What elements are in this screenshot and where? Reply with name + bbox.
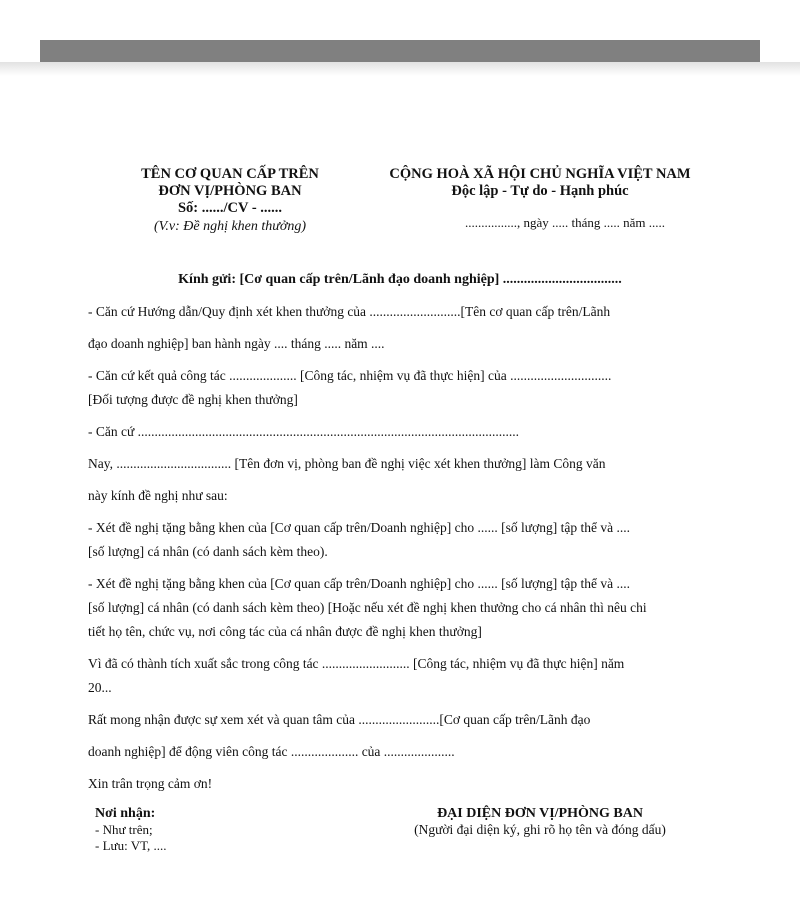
- body-line: 20...: [88, 680, 112, 695]
- document-subject: (V.v: Đề nghị khen thưởng): [153, 219, 307, 234]
- recipient-item: - Lưu: VT, ....: [95, 838, 167, 853]
- body-line: này kính đề nghị như sau:: [88, 488, 228, 503]
- closing-line: Xin trân trọng cảm ơn!: [88, 776, 213, 791]
- document-number: Số: ....../CV - ......: [177, 200, 283, 216]
- signatory-note: (Người đại diện ký, ghi rõ họ tên và đóng dấu): [414, 822, 666, 837]
- signatory-title: ĐẠI DIỆN ĐƠN VỊ/PHÒNG BAN: [437, 806, 643, 821]
- recipient-item: - Như trên;: [95, 822, 153, 837]
- body-line: - Căn cứ .................................................................................................................: [88, 424, 520, 439]
- body-line: doanh nghiệp] để động viên công tác .................... của .....................: [88, 744, 455, 759]
- recipients-block: [95, 806, 295, 854]
- body-line: Rất mong nhận được sự xem xét và quan tâm của ........................[Cơ quan cấp trên/Lãnh đạo: [88, 712, 591, 727]
- unit-name: ĐƠN VỊ/PHÒNG BAN: [158, 183, 302, 199]
- body-line: [Đối tượng được đề nghị khen thưởng]: [88, 392, 298, 407]
- body-line: tiết họ tên, chức vụ, nơi công tác của cá nhân được đề nghị khen thưởng]: [88, 624, 482, 639]
- body-line: Vì đã có thành tích xuất sắc trong công tác .......................... [Công tác, nhiệm vụ đã thực hiện] năm: [88, 656, 625, 671]
- body-line: Nay, .................................. [Tên đơn vị, phòng ban đề nghị việc xét khen thưởng] làm Công văn: [88, 456, 606, 471]
- body-line: đạo doanh nghiệp] ban hành ngày .... tháng ..... năm ....: [88, 336, 385, 351]
- body-line: [số lượng] cá nhân (có danh sách kèm theo) [Hoặc nếu xét đề nghị khen thưởng cho cá nhân thì nêu chi: [88, 600, 647, 615]
- body-line: [số lượng] cá nhân (có danh sách kèm theo).: [88, 544, 328, 559]
- signature-block: [380, 806, 700, 838]
- national-motto: Độc lập - Tự do - Hạnh phúc: [451, 183, 629, 199]
- body-line: - Căn cứ kết quả công tác .................... [Công tác, nhiệm vụ đã thực hiện] của ..............................: [88, 368, 612, 383]
- greeting-line: Kính gửi: [Cơ quan cấp trên/Lãnh đạo doanh nghiệp] ..................................: [178, 272, 622, 287]
- body-line: - Xét đề nghị tặng bằng khen của [Cơ quan cấp trên/Doanh nghiệp] cho ...... [số lượng] tập thể và ....: [88, 576, 630, 591]
- national-title: CỘNG HOÀ XÃ HỘI CHỦ NGHĨA VIỆT NAM: [389, 166, 691, 182]
- body-line: - Xét đề nghị tặng bằng khen của [Cơ quan cấp trên/Doanh nghiệp] cho ...... [số lượng] tập thể và ....: [88, 520, 630, 535]
- parent-agency-name: TÊN CƠ QUAN CẤP TRÊN: [141, 166, 319, 182]
- national-motto-block: [370, 166, 710, 200]
- issuing-agency-block: [118, 166, 342, 235]
- recipients-title: Nơi nhận:: [95, 806, 156, 821]
- body-line: - Căn cứ Hướng dẫn/Quy định xét khen thưởng của ...........................[Tên cơ quan cấp trên/Lãnh: [88, 304, 611, 319]
- document-date: ................, ngày ..... tháng ..... năm .....: [465, 215, 666, 230]
